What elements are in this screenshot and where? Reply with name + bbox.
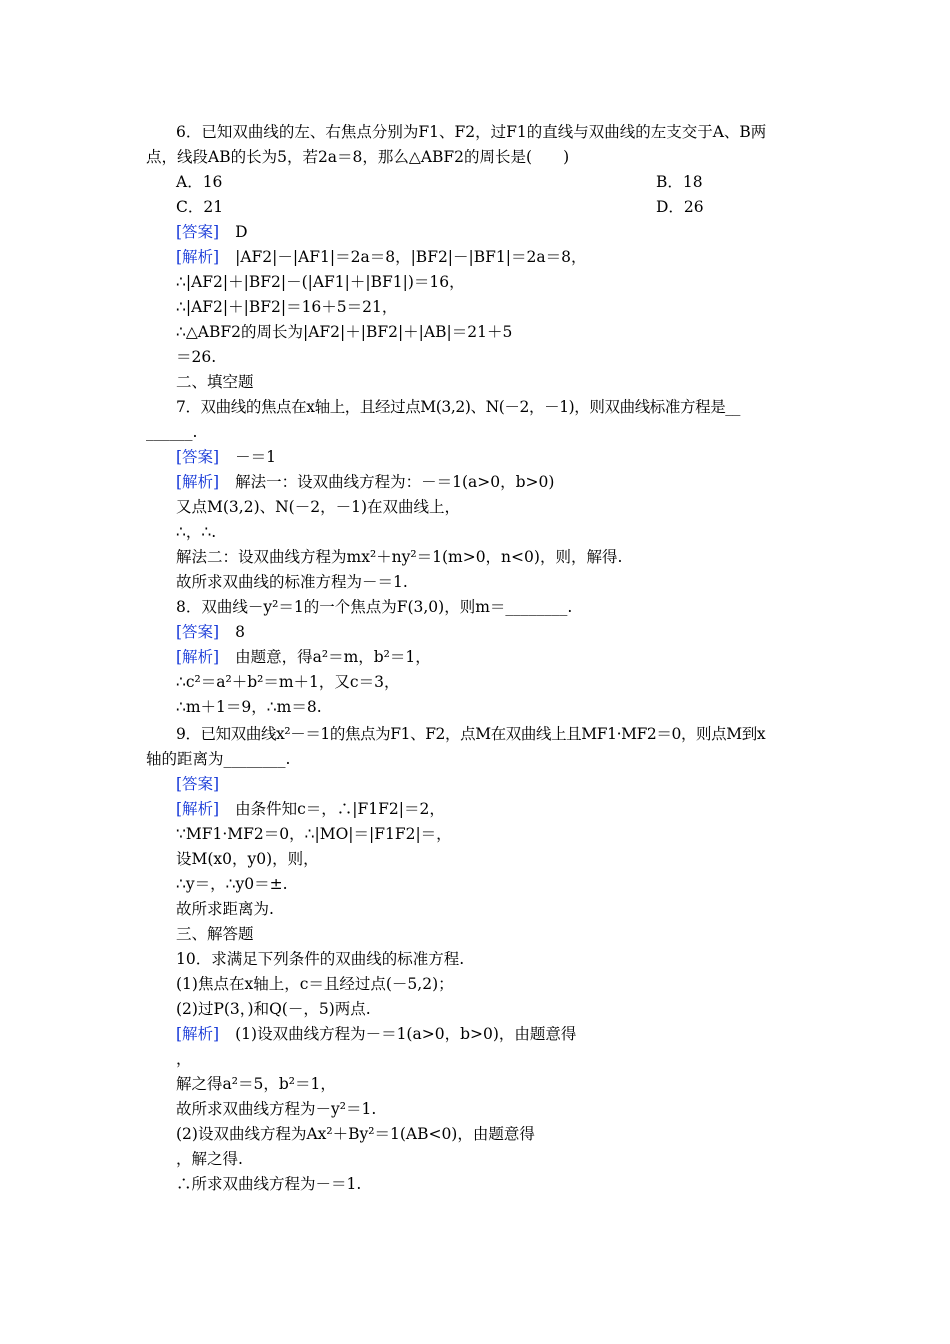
q10-analysis-line2: ， — [176, 1050, 192, 1068]
q9-analysis-line4: ∴y＝，∴y0＝±. — [176, 875, 288, 893]
q6-option-a: A．16 — [176, 173, 223, 191]
answer-tag: [答案] — [176, 448, 220, 466]
q8-analysis-line2: ∴c²＝a²＋b²＝m＋1，又c＝3， — [176, 673, 400, 691]
q9-answer — [176, 772, 846, 797]
q9-stem-line2: 轴的距离为________. — [146, 750, 291, 768]
q9-stem-line1: 9．已知双曲线x²－＝1的焦点为F1、F2，点M在双曲线上且MF1·MF2＝0，则点M到x — [176, 725, 766, 743]
q7-analysis-line4: 解法二：设双曲线方程为mx²＋ny²＝1(m>0，n<0)，则，解得. — [176, 548, 623, 566]
q9-analysis-line2: ∵MF1·MF2＝0，∴|MO|＝|F1F2|＝， — [176, 825, 452, 843]
q10-stem-line1: 10．求满足下列条件的双曲线的标准方程. — [176, 950, 465, 968]
analysis-text: |AF2|－|AF1|＝2a＝8，|BF2|－|BF1|＝2a＝8， — [235, 248, 587, 266]
q8-analysis-line1 — [176, 645, 846, 670]
analysis-tag: [解析] — [176, 1025, 220, 1043]
q9-analysis-line3: 设M(x0，y0)，则， — [176, 850, 319, 868]
analysis-tag: [解析] — [176, 800, 220, 818]
q7-analysis-line5: 故所求双曲线的标准方程为－＝1. — [176, 573, 408, 591]
q10-analysis-line7: ∴所求双曲线方程为－＝1. — [176, 1175, 362, 1193]
analysis-tag: [解析] — [176, 473, 220, 491]
q6-analysis-line5: ＝26. — [176, 348, 217, 366]
q9-analysis-line1 — [176, 797, 846, 822]
analysis-tag: [解析] — [176, 648, 220, 666]
q10-stem-line3: (2)过P(3，)和Q(－，5)两点. — [176, 1000, 371, 1018]
q7-stem-line1: 7．双曲线的焦点在x轴上，且经过点M(3,2)、N(－2，－1)，则双曲线标准方程是__ — [176, 398, 741, 416]
q10-analysis-line6: ，解之得. — [176, 1150, 243, 1168]
answer-value: －＝1 — [235, 448, 276, 466]
q10-stem-line2: (1)焦点在x轴上，c＝且经过点(－5,2)； — [176, 975, 454, 993]
q7-analysis-line1 — [176, 470, 846, 495]
q6-option-d: D．26 — [656, 198, 704, 216]
section-heading-fill-in: 二、填空题 — [176, 373, 254, 391]
q6-analysis-line2: ∴|AF2|＋|BF2|－(|AF1|＋|BF1|)＝16， — [176, 273, 465, 291]
q6-options-row1 — [176, 170, 846, 195]
analysis-text: 解法一：设双曲线方程为：－＝1(a>0，b>0) — [235, 473, 555, 491]
answer-tag: [答案] — [176, 775, 220, 793]
q10-analysis-line4: 故所求双曲线方程为－y²＝1. — [176, 1100, 377, 1118]
q6-option-b: B．18 — [656, 173, 703, 191]
analysis-text: 由条件知c＝，∴|F1F2|＝2， — [235, 800, 445, 818]
q9-analysis-line5: 故所求距离为. — [176, 900, 274, 918]
q7-answer — [176, 445, 846, 470]
q8-analysis-line3: ∴m＋1＝9，∴m＝8. — [176, 698, 322, 716]
q7-analysis-line3: ∴，∴. — [176, 523, 217, 541]
answer-value: D — [235, 223, 248, 241]
analysis-tag: [解析] — [176, 248, 220, 266]
q10-analysis-line1 — [176, 1022, 846, 1047]
q7-stem-line2: ______. — [146, 423, 198, 441]
q8-stem-line1: 8．双曲线－y²＝1的一个焦点为F(3,0)，则m＝________. — [176, 598, 573, 616]
answer-tag: [答案] — [176, 623, 220, 641]
analysis-text: (1)设双曲线方程为－＝1(a>0，b>0)，由题意得 — [235, 1025, 577, 1043]
q6-options-row2 — [176, 195, 846, 220]
q6-stem-line2: 点，线段AB的长为5，若2a＝8，那么△ABF2的周长是( ) — [146, 148, 570, 166]
q6-answer — [176, 220, 846, 245]
q6-option-c: C．21 — [176, 198, 224, 216]
q6-analysis-line3: ∴|AF2|＋|BF2|＝16＋5＝21， — [176, 298, 398, 316]
q8-answer — [176, 620, 846, 645]
q7-analysis-line2: 又点M(3,2)、N(－2，－1)在双曲线上， — [176, 498, 460, 516]
section-heading-solutions: 三、解答题 — [176, 925, 254, 943]
analysis-text: 由题意，得a²＝m，b²＝1， — [235, 648, 431, 666]
q6-stem-line1: 6．已知双曲线的左、右焦点分别为F1、F2，过F1的直线与双曲线的左支交于A、B两 — [176, 123, 767, 141]
q10-analysis-line3: 解之得a²＝5，b²＝1， — [176, 1075, 336, 1093]
answer-value: 8 — [235, 623, 245, 641]
q6-analysis-line1 — [176, 245, 846, 270]
answer-tag: [答案] — [176, 223, 220, 241]
q10-analysis-line5: (2)设双曲线方程为Ax²＋By²＝1(AB<0)，由题意得 — [176, 1125, 535, 1143]
q6-analysis-line4: ∴△ABF2的周长为|AF2|＋|BF2|＋|AB|＝21＋5 — [176, 323, 513, 341]
